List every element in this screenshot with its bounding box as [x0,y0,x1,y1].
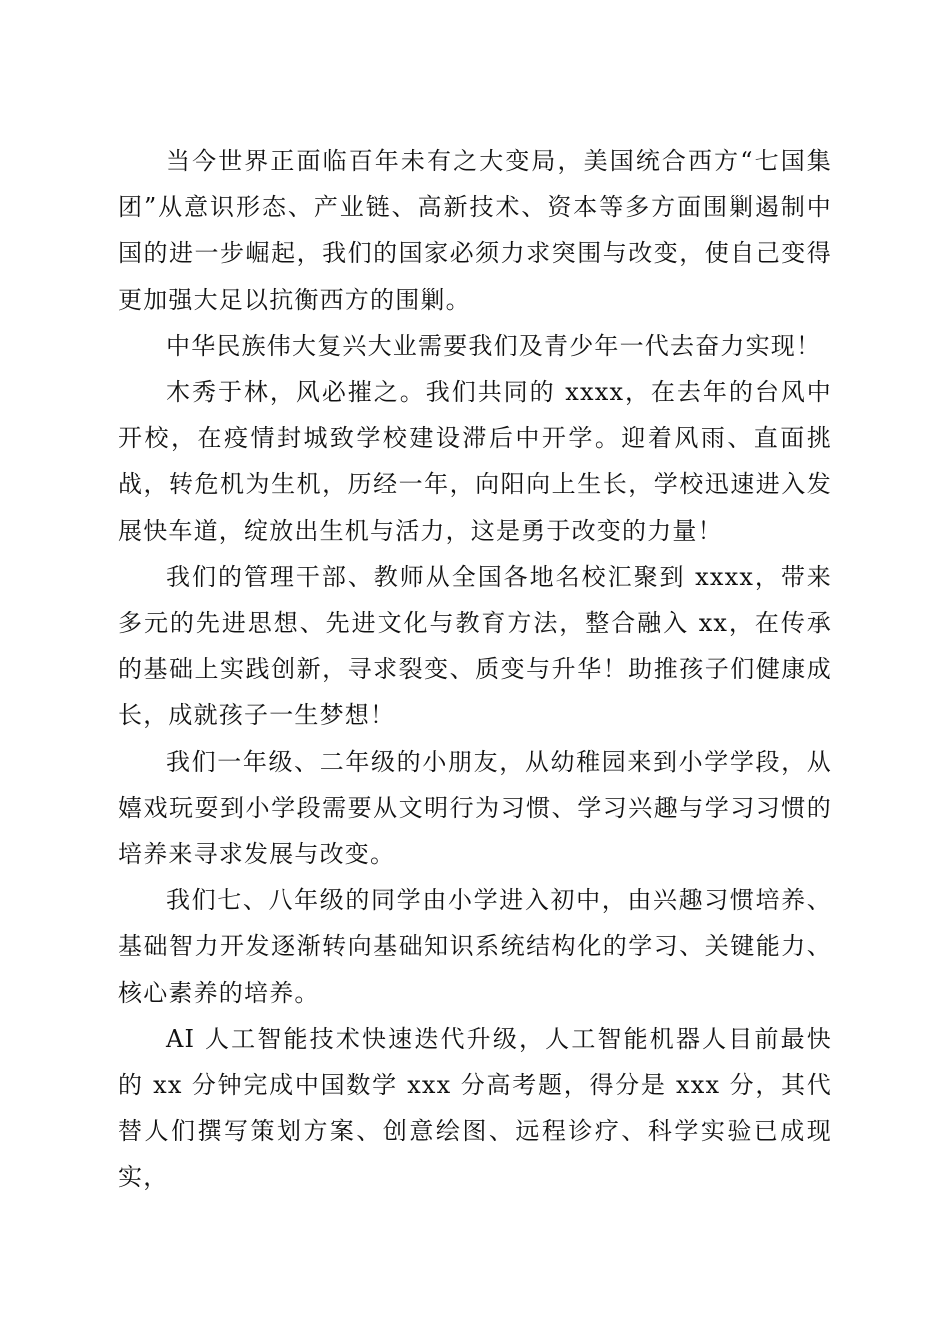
paragraph-5: 我们一年级、二年级的小朋友，从幼稚园来到小学学段，从嬉戏玩耍到小学段需要从文明行为习惯、学习兴趣与学习习惯的培养来寻求发展与改变。 [118,747,832,869]
document-body [118,138,832,1201]
paragraph-1: 当今世界正面临百年未有之大变局，美国统合西方“七国集团”从意识形态、产业链、高新技术、资本等多方面围剿遏制中国的进一步崛起，我们的国家必须力求突围与改变，使自己变得更加强大足以抗衡西方的围剿。 [118,147,832,314]
paragraph-6: 我们七、八年级的同学由小学进入初中，由兴趣习惯培养、基础智力开发逐渐转向基础知识系统结构化的学习、关键能力、核心素养的培养。 [118,886,832,1007]
paragraph-7: AI 人工智能技术快速迭代升级，人工智能机器人目前最快的 xx 分钟完成中国数学 xxx 分高考题，得分是 xxx 分，其代替人们撰写策划方案、创意绘图、远程诊疗、科学实验已成现实， [118,1024,832,1192]
paragraph-2: 中华民族伟大复兴大业需要我们及青少年一代去奋力实现！ [166,331,822,360]
paragraph-3: 木秀于林，风必摧之。我们共同的 xxxx，在去年的台风中开校，在疫情封城致学校建设滞后中开学。迎着风雨、直面挑战，转危机为生机，历经一年，向阳向上生长，学校迅速进入发展快车道，绽放出生机与活力，这是勇于改变的力量！ [118,378,832,545]
paragraph-4: 我们的管理干部、教师从全国各地名校汇聚到 xxxx，带来多元的先进思想、先进文化与教育方法，整合融入 xx，在传承的基础上实践创新，寻求裂变、质变与升华！助推孩子们健康成长，成就孩子一生梦想！ [118,562,832,730]
